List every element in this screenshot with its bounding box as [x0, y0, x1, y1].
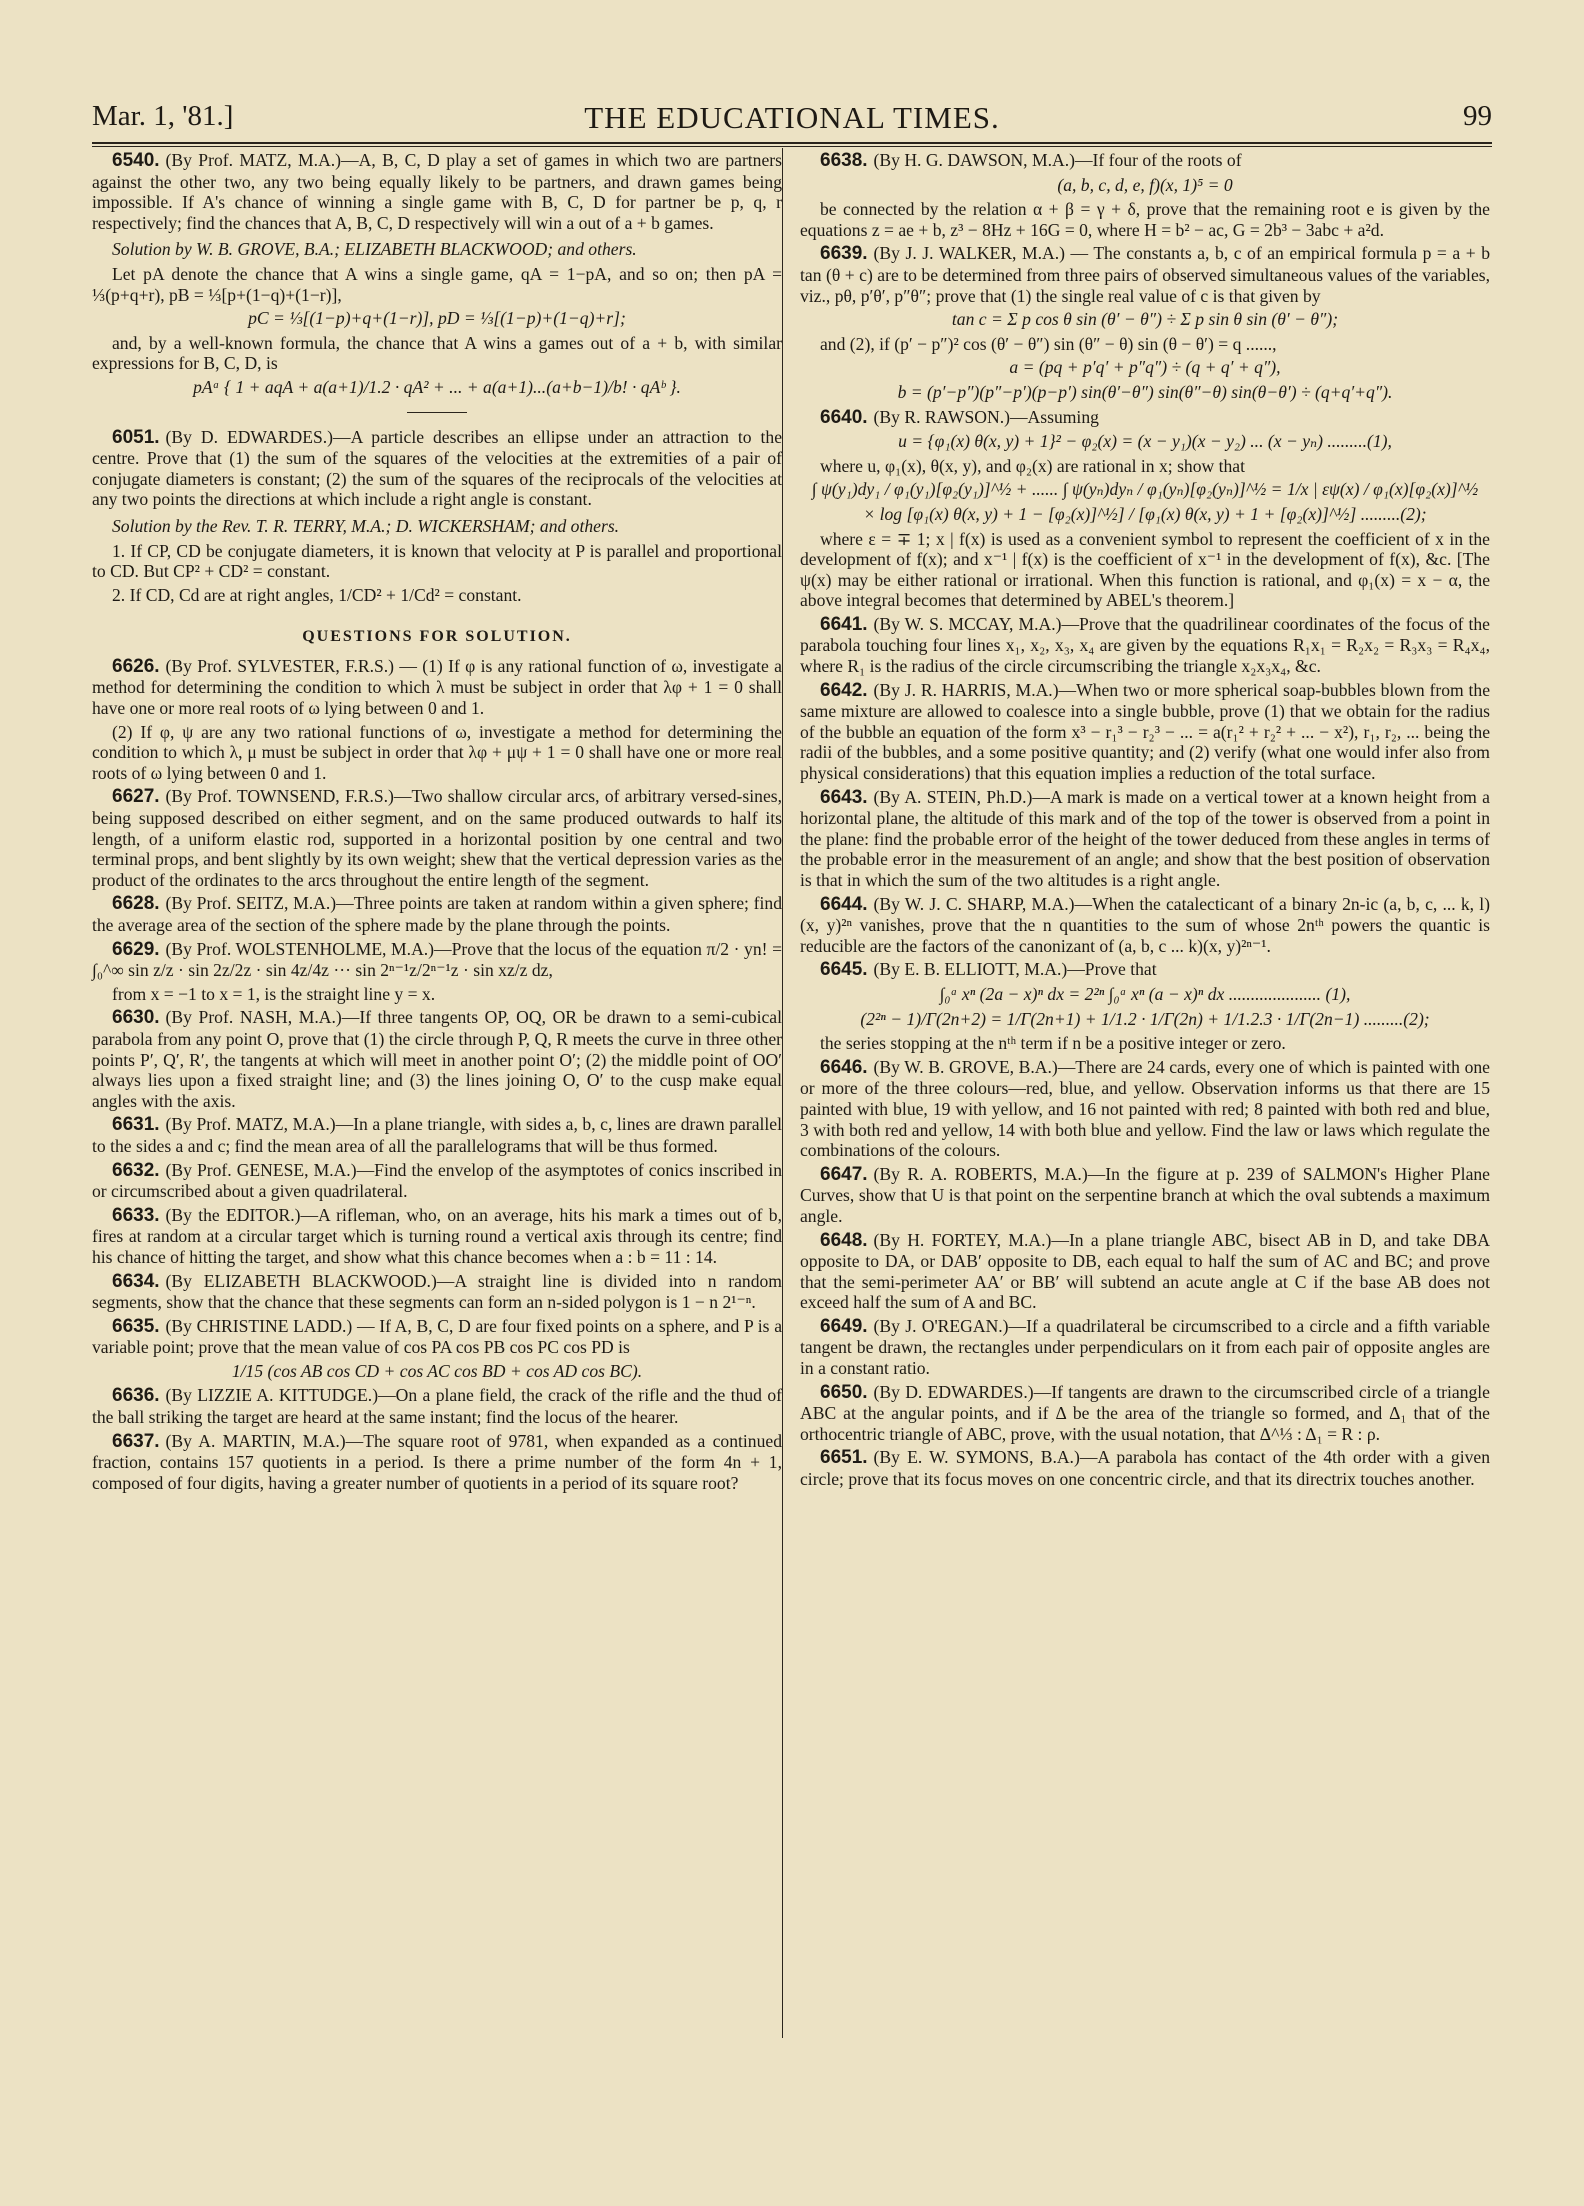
question-item [800, 1382, 1490, 1445]
question-text: (By Prof. TOWNSEND, F.R.S.)—Two shallow circular arcs, of arbitrary versed-sines, being supposed described on either segment, and on the same produced outwards to half its length, of a uniform elastic rod, supported in a horizontal position by one central and two terminal props, and bent slightly by its own weight; shew that the vertical depression varies as the product of the ordinates to the arcs throughout the entire length of the segment. [92, 786, 782, 890]
question-text: (By W. S. MCCAY, M.A.)—Prove that the quadrilinear coordinates of the focus of the parabola touching four lines x₁, x₂, x₃, x₄ are given by the equations R₁x₁ = R₂x₂ = R₃x₃ = R₄x₄, where R₁ is the radius of the circle circumscribing the triangle x₂x₃x₄, &c. [800, 613, 1490, 677]
question-number: 6646. [820, 1056, 868, 1078]
question-item [92, 939, 782, 981]
question-text: (By R. RAWSON.)—Assuming [873, 406, 1099, 427]
question-number: 6631. [112, 1114, 160, 1136]
question-text: (By H. G. DAWSON, M.A.)—If four of the roots of [873, 150, 1242, 170]
question-number: 6629. [112, 938, 160, 960]
question-number: 6637. [112, 1430, 160, 1452]
page-number: 99 [1463, 100, 1492, 132]
column-divider [782, 148, 783, 2038]
question-text: (By E. B. ELLIOTT, M.A.)—Prove that [873, 959, 1157, 980]
question-text: (By Prof. MATZ, M.A.)—A, B, C, D play a set of games in which two are partners against the other two, any two being equally likely to be partners, and drawn games being impossible. If A's chance of winning a single game with B, C, D for partner be p, q, r respectively; find the chances that A, B, C, D respectively will win a out of a + b games. [92, 150, 782, 233]
header-rule-thin [92, 146, 1492, 147]
question-text: (By D. EDWARDES.)—A particle describes an ellipse under an attraction to the centre. Prove that (1) the sum of the squares of the velocities at the extremities of a pair of conjugate diameters is constant; (2) the sum of the squares of the reciprocals of the velocities at any two points the directions at which include a right angle is constant. [92, 426, 782, 510]
question-item [92, 1271, 782, 1313]
question-number: 6051. [112, 426, 160, 448]
question-item [92, 893, 782, 935]
question-item [800, 1316, 1490, 1379]
question-number: 6633. [112, 1204, 160, 1226]
question-item [800, 787, 1490, 891]
question-item [92, 1114, 782, 1156]
paragraph: 1. If CP, CD be conjugate diameters, it is known that velocity at P is parallel and proportional to CD. But CP² + CD² = constant. [92, 540, 782, 582]
section-separator [407, 412, 467, 413]
question-number: 6638. [820, 150, 868, 171]
question-item [800, 1230, 1490, 1313]
question-number: 6649. [820, 1315, 868, 1337]
question-number: 6647. [820, 1163, 868, 1185]
paragraph: where u, φ₁(x), θ(x, y), and φ₂(x) are rational in x; show that [820, 455, 1246, 476]
paragraph: and, by a well-known formula, the chance that A wins a games out of a + b, with similar expressions for B, C, D, is [92, 332, 782, 374]
question-text: (By J. O'REGAN.)—If a quadrilateral be circumscribed to a circle and a fifth variable tangent be drawn, the rectangles under perpendiculars on it from each pair of opposite angles are in a constant ratio. [800, 1315, 1490, 1379]
question-text: (By H. FORTEY, M.A.)—In a plane triangle ABC, bisect AB in D, and take DBA opposite to DA, or DAB′ opposite to DB, each equal to half the sum of AC and BC; and prove that the semi-perimeter AA′ or BB′ will subtend an acute angle at C if the base AB does not exceed half the sum of A and BC. [800, 1229, 1490, 1313]
question-number: 6650. [820, 1381, 868, 1403]
page-header [92, 100, 1492, 144]
question-item [92, 1007, 782, 1111]
question-item [800, 243, 1490, 306]
question-number: 6627. [112, 786, 160, 808]
question-text: (By Prof. GENESE, M.A.)—Find the envelop of the asymptotes of conics inscribed in or circumscribed about a given quadrilateral. [92, 1159, 782, 1202]
question-number: 6635. [112, 1315, 160, 1337]
question-text: (By D. EDWARDES.)—If tangents are drawn to the circumscribed circle of a triangle ABC at the angular points, and if Δ be the area of the triangle so formed, and Δ₁ that of the orthocentric triangle of ABC, prove, with the usual notation, that Δ^⅓ : Δ₁ = R : ρ. [800, 1381, 1490, 1444]
question-number: 6641. [820, 613, 868, 635]
question-number: 6639. [820, 243, 868, 265]
question-number: 6626. [112, 655, 160, 677]
equation: b = (p′−p″)(p″−p′)(p−p′) sin(θ′−θ″) sin(θ″−θ) sin(θ−θ′) ÷ (q+q′+q″). [897, 381, 1393, 402]
question-item [92, 1385, 782, 1427]
section-heading: QUESTIONS FOR SOLUTION. [302, 628, 572, 646]
question-item [92, 656, 782, 719]
question-number: 6643. [820, 786, 868, 808]
question-text: (By Prof. SEITZ, M.A.)—Three points are taken at random within a given sphere; find the average area of the section of the sphere made by the plane through the points. [92, 893, 782, 935]
issue-date: Mar. 1, '81.] [92, 100, 234, 132]
question-text: (By E. W. SYMONS, B.A.)—A parabola has contact of the 4th order with a given circle; prove that its focus moves on one concentric circle, and that its directrix touches another. [800, 1447, 1490, 1490]
question-item [800, 407, 1490, 429]
question-text: (By CHRISTINE LADD.) — If A, B, C, D are four fixed points on a sphere, and P is a variable point; prove that the mean value of cos PA cos PB cos PC cos PD is [92, 1315, 782, 1358]
question-item [92, 1160, 782, 1202]
header-rule [92, 142, 1492, 144]
question-number: 6630. [112, 1007, 160, 1029]
paragraph: from x = −1 to x = 1, is the straight line y = x. [112, 983, 436, 1004]
question-text: (By J. R. HARRIS, M.A.)—When two or more spherical soap-bubbles blown from the same mixture are allowed to coalesce into a single bubble, prove (1) that we obtain for the radius of the bubble an equation of the form x³ − r₁³ − r₂³ − ... = a(r₁² + r₂² + ... − x²), r₁, r₂, ... being the radii of the bubbles, and a some positive quantity; and (2) verify (what one would infer also from physical considerations) that this equation implies a reduction of the total surface. [800, 679, 1490, 784]
question-item [92, 1431, 782, 1494]
question-number: 6634. [112, 1270, 160, 1292]
question-item [92, 1316, 782, 1358]
equation: a = (pq + p′q′ + p″q″) ÷ (q + q′ + q″), [1009, 357, 1281, 378]
question-text: (By W. J. C. SHARP, M.A.)—When the catalecticant of a binary 2n-ic (a, b, c, ... k, l)(x, y)²ⁿ vanishes, prove that the n quantities to the sum of whose 2nᵗʰ powers the quantic is reducible are the factors of the canonizant of (a, b, c ... k)(x, y)²ⁿ⁻¹. [800, 893, 1490, 956]
solution-credit: Solution by the Rev. T. R. TERRY, M.A.; D. WICKERSHAM; and others. [112, 515, 620, 536]
equation: ∫ ψ(y₁)dy₁ / φ₁(y₁)[φ₂(y₁)]^½ + ...... ∫ ψ(yₙ)dyₙ / φ₁(yₙ)[φ₂(yₙ)]^½ = 1/x | εψ(x) / φ₁(x)[φ₂(x)]^½ [811, 479, 1479, 500]
question-text: (By W. B. GROVE, B.A.)—There are 24 cards, every one of which is painted with one or more of the three colours—red, blue, and yellow. Observation informs us that there are 15 painted with blue, 19 with yellow, and 16 not painted with red; 8 painted with both red and blue, 3 with both red and yellow, 14 with both blue and yellow. Find the law or laws which regulate the combinations of the colours. [800, 1056, 1490, 1161]
question-item [800, 1164, 1490, 1227]
question-item [800, 1447, 1490, 1489]
question-text: (By A. MARTIN, M.A.)—The square root of 9781, when expanded as a continued fraction, contains 157 quotients in a period. Is there a prime number of the form 4n + 1, composed of four digits, having a greater number of quotients in a period of its square root? [92, 1430, 782, 1493]
question-text: (By Prof. MATZ, M.A.)—In a plane triangle, with sides a, b, c, lines are drawn parallel to the sides a and c; find the mean area of all the parallelograms that will be thus formed. [92, 1114, 782, 1156]
question-number: 6540. [112, 150, 160, 171]
question-number: 6632. [112, 1159, 160, 1181]
question-item [92, 150, 782, 233]
paragraph: the series stopping at the nᵗʰ term if n be a positive integer or zero. [820, 1033, 1286, 1054]
equation: 1/15 (cos AB cos CD + cos AC cos BD + cos AD cos BC). [231, 1360, 643, 1381]
question-number: 6628. [112, 893, 160, 915]
paragraph: where ε = ∓ 1; x | f(x) is used as a convenient symbol to represent the coefficient of x in the development of f(x); and x⁻¹ | f(x) is the coefficient of x⁻¹ in the development of f(x), &c. [The ψ(x) may be either rational or irrational. When this function is rational, and φ₁(x) = x − α, the above integral becomes that determined by ABEL's theorem.] [800, 528, 1490, 611]
question-item [92, 427, 782, 510]
question-number: 6645. [820, 959, 868, 981]
equation: × log [φ₁(x) θ(x, y) + 1 − [φ₂(x)]^½] / [φ₁(x) θ(x, y) + 1 + [φ₂(x)]^½] .........(2); [863, 503, 1427, 524]
question-item [800, 1057, 1490, 1161]
question-item [92, 1205, 782, 1268]
question-text: (By the EDITOR.)—A rifleman, who, on an average, hits his mark a times out of b, fires at random at a circular target which is turning round a vertical axis through its centre; find his chance of hitting the target, and show what this chance becomes when a : b = 11 : 14. [92, 1204, 782, 1267]
question-text: (By ELIZABETH BLACKWOOD.)—A straight line is divided into n random segments, show that the chance that these segments can form an n-sided polygon is 1 − n 2¹⁻ⁿ. [92, 1270, 782, 1313]
paragraph: Let pA denote the chance that A wins a single game, qA = 1−pA, and so on; then pA = ⅓(p+q+r), pB = ⅓[p+(1−q)+(1−r)], [92, 263, 782, 305]
equation: ∫₀ᵃ xⁿ (2a − x)ⁿ dx = 2²ⁿ ∫₀ᵃ xⁿ (a − x)ⁿ dx ..................... (1), [939, 983, 1351, 1004]
equation: pC = ⅓[(1−p)+q+(1−r)], pD = ⅓[(1−p)+(1−q)+r]; [248, 308, 626, 329]
question-item [800, 959, 1490, 981]
question-number: 6642. [820, 679, 868, 701]
left-column [92, 150, 782, 1496]
question-item [800, 150, 1490, 172]
question-text: (By A. STEIN, Ph.D.)—A mark is made on a vertical tower at a known height from a horizontal plane, the altitude of this mark and of the top of the tower is observed from a point in the plane: find the probable error of the height of the tower deduced from these angles in terms of the probable error in the measurement of an angle; and show that the best position of observation is that in which the sum of the two altitudes is a right angle. [800, 786, 1490, 890]
solution-credit: Solution by W. B. GROVE, B.A.; ELIZABETH BLACKWOOD; and others. [112, 239, 637, 260]
paragraph: 2. If CD, Cd are at right angles, 1/CD² + 1/Cd² = constant. [112, 584, 522, 605]
question-item [800, 680, 1490, 784]
equation: u = {φ₁(x) θ(x, y) + 1}² − φ₂(x) = (x − y₁)(x − y₂) ... (x − yₙ) .........(1), [898, 431, 1392, 452]
question-number: 6648. [820, 1229, 868, 1251]
publication-title: THE EDUCATIONAL TIMES. [584, 100, 1000, 135]
equation: tan c = Σ p cos θ sin (θ′ − θ″) ÷ Σ p sin θ sin (θ′ − θ″); [951, 309, 1339, 330]
question-item [92, 786, 782, 890]
question-text: (By Prof. WOLSTENHOLME, M.A.)—Prove that the locus of the equation π/2 · yn! = ∫₀^∞ sin z/z · sin 2z/2z · sin 4z/4z ··· sin 2ⁿ⁻¹z/2ⁿ⁻¹z · sin xz/z dz, [92, 938, 782, 981]
question-number: 6644. [820, 893, 868, 915]
paragraph: and (2), if (p′ − p″)² cos (θ′ − θ″) sin (θ″ − θ) sin (θ − θ′) = q ......, [820, 333, 1277, 354]
paragraph: (2) If φ, ψ are any two rational functions of ω, investigate a method for determining the condition to which λ, μ must be subject in order that λφ + μψ + 1 = 0 shall have one or more real roots of ω lying between 0 and 1. [92, 721, 782, 783]
right-column [800, 150, 1490, 1493]
equation: (2²ⁿ − 1)/Γ(2n+2) = 1/Γ(2n+1) + 1/1.2 · 1/Γ(2n) + 1/1.2.3 · 1/Γ(2n−1) .........(2); [860, 1008, 1430, 1029]
equation: (a, b, c, d, e, f)(x, 1)⁵ = 0 [1057, 174, 1233, 195]
paragraph: be connected by the relation α + β = γ + δ, prove that the remaining root e is given by the equations z = ae + b, z³ − 8Hz + 16G = 0, where H = b² − ac, G = 2b³ − 3abc + a²d. [800, 199, 1490, 240]
question-text: (By J. J. WALKER, M.A.) — The constants a, b, c of an empirical formula p = a + b tan (θ + c) are to be determined from three pairs of observed simultaneous values of the variables, viz., pθ, p′θ′, p″θ″; prove that (1) the single real value of c is that given by [800, 243, 1490, 306]
question-text: (By Prof. NASH, M.A.)—If three tangents OP, OQ, OR be drawn to a semi-cubical parabola from any point O, prove that (1) the circle through P, Q, R meets the curve in three other points P′, Q′, R′, the tangents at which will meet in another point O′; (2) the middle point of OO′ always lies upon a fixed straight line; and (3) the lines joining O, O′ to the cusp make equal angles with the axis. [92, 1007, 782, 1111]
question-number: 6640. [820, 406, 868, 428]
question-number: 6651. [820, 1447, 868, 1469]
question-number: 6636. [112, 1385, 160, 1407]
equation: pAᵃ { 1 + aqA + a(a+1)/1.2 · qA² + ... + a(a+1)...(a+b−1)/b! · qAᵇ }. [193, 376, 681, 397]
question-text: (By LIZZIE A. KITTUDGE.)—On a plane field, the crack of the rifle and the thud of the ball striking the target are heard at the same instant; find the locus of the hearer. [92, 1385, 782, 1428]
question-item [800, 614, 1490, 677]
question-item [800, 894, 1490, 957]
question-text: (By Prof. SYLVESTER, F.R.S.) — (1) If φ is any rational function of ω, investigate a method for determining the condition to which λ must be subject in order that λφ + 1 = 0 shall have one or more real roots of ω lying between 0 and 1. [92, 655, 782, 719]
question-text: (By R. A. ROBERTS, M.A.)—In the figure at p. 239 of SALMON's Higher Plane Curves, show that U is that point on the serpentine branch at which the oval subtends a maximum angle. [800, 1163, 1490, 1226]
